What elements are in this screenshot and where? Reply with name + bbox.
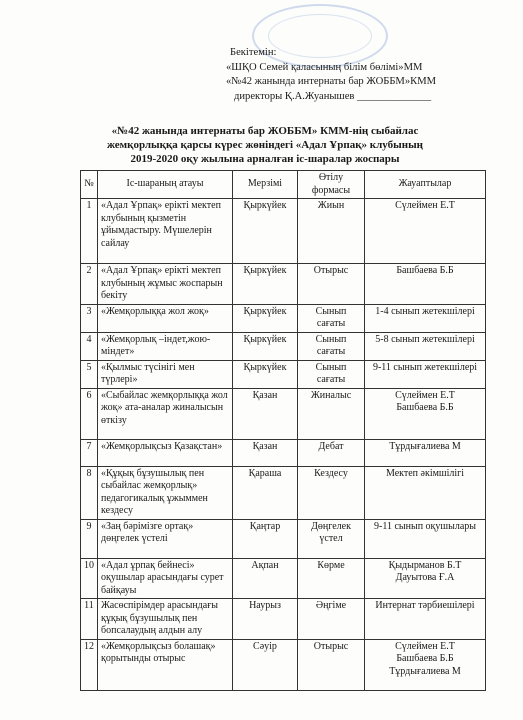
table-row	[81, 199, 486, 264]
row-number: 8	[81, 466, 98, 519]
event-date: Қыркүйек	[233, 332, 298, 360]
event-form: Дөңгелек үстел	[298, 519, 365, 558]
event-date: Қазан	[233, 388, 298, 439]
table-row	[81, 599, 486, 640]
responsible-person: Сүлеймен Е.Т	[395, 389, 455, 401]
row-number: 3	[81, 304, 98, 332]
row-number: 6	[81, 388, 98, 439]
event-responsible: 5-8 сынып жетекшілері	[365, 332, 486, 360]
event-name: «Адал ұрпақ бейнесі» оқушылар арасындағы сурет байқауы	[98, 558, 233, 599]
event-responsible	[365, 558, 486, 599]
row-number: 10	[81, 558, 98, 599]
event-responsible: 9-11 сынып оқушылары	[365, 519, 486, 558]
event-name: «Адал Ұрпақ» ерікті мектеп клубының қызметін ұйымдастыру. Мүшелерін сайлау	[98, 199, 233, 264]
row-number: 2	[81, 264, 98, 305]
event-name: «Жемқорлық –індет,жою-міндет»	[98, 332, 233, 360]
table-row	[81, 466, 486, 519]
event-form: Отырыс	[298, 264, 365, 305]
event-responsible: Интернат тәрбиешілері	[365, 599, 486, 640]
event-name: Жасөспірімдер арасындағы құқық бұзушылық пен бопсалаудың алдын алу	[98, 599, 233, 640]
events-table	[80, 170, 486, 691]
table-header-row	[81, 171, 486, 199]
table-row	[81, 519, 486, 558]
event-date: Қыркүйек	[233, 360, 298, 388]
responsible-person: Сүлеймен Е.Т	[395, 640, 455, 652]
event-form: Жиын	[298, 199, 365, 264]
approval-school: «№42 жанында интернаты бар ЖОББМ»КММ	[226, 76, 437, 87]
table-row	[81, 639, 486, 690]
header-date: Мерзімі	[233, 171, 298, 199]
responsible-person: Башбаева Б.Б	[396, 653, 454, 664]
table-row	[81, 304, 486, 332]
row-number: 9	[81, 519, 98, 558]
event-name: «Заң бәрімізге ортақ» дөңгелек үстелі	[98, 519, 233, 558]
responsible-person: Тұрдығалиева М	[389, 665, 461, 677]
event-date: Наурыз	[233, 599, 298, 640]
table-row	[81, 388, 486, 439]
approval-heading: Бекітемін:	[230, 47, 277, 58]
event-date: Ақпан	[233, 558, 298, 599]
row-number: 5	[81, 360, 98, 388]
event-name: «Жемқорлыққа жол жоқ»	[98, 304, 233, 332]
approval-director: директоры Қ.А.Жуанышев ______________	[234, 90, 432, 102]
event-form: Сынып сағаты	[298, 360, 365, 388]
document-title	[40, 124, 490, 166]
table-row	[81, 264, 486, 305]
event-form: Жиналыс	[298, 388, 365, 439]
event-name: «Құқық бұзушылық пен сыбайлас жемқорлық» педагогикалық ұжыммен кездесу	[98, 466, 233, 519]
event-responsible	[365, 388, 486, 439]
header-responsible: Жауаптылар	[365, 171, 486, 199]
event-date: Қыркүйек	[233, 304, 298, 332]
title-line-2: жемқорлыққа қарсы күрес жөніндегі «Адал Ұрпақ» клубының	[106, 139, 424, 151]
event-name: «Жемқорлықсыз болашақ» қорытынды отырыс	[98, 639, 233, 690]
table-row	[81, 360, 486, 388]
responsible-person: Дауытова Ғ.А	[395, 572, 455, 583]
event-form: Отырыс	[298, 639, 365, 690]
event-date: Қыркүйек	[233, 264, 298, 305]
event-form: Кездесу	[298, 466, 365, 519]
event-responsible: Башбаева Б.Б	[365, 264, 486, 305]
event-name: «Сыбайлас жемқорлыққа жол жоқ» ата-аналар жиналысын өткізу	[98, 388, 233, 439]
responsible-person: Қыдырманов Б.Т	[388, 559, 462, 571]
event-form: Сынып сағаты	[298, 332, 365, 360]
approval-block	[226, 46, 496, 104]
row-number: 7	[81, 439, 98, 466]
table-row	[81, 558, 486, 599]
event-name: «Жемқорлықсыз Қазақстан»	[98, 439, 233, 466]
event-form: Әңгіме	[298, 599, 365, 640]
row-number: 11	[81, 599, 98, 640]
event-form: Сынып сағаты	[298, 304, 365, 332]
event-responsible: Мектеп әкімшілігі	[365, 466, 486, 519]
row-number: 12	[81, 639, 98, 690]
table-row	[81, 332, 486, 360]
row-number: 1	[81, 199, 98, 264]
row-number: 4	[81, 332, 98, 360]
event-date: Қазан	[233, 439, 298, 466]
header-form: Өтілу формасы	[298, 171, 365, 199]
event-name: «Адал Ұрпақ» ерікті мектеп клубының жұмыс жоспарын бекіту	[98, 264, 233, 305]
approval-department: «ШҚО Семей қаласының білім бөлімі»ММ	[226, 61, 423, 73]
event-form: Дебат	[298, 439, 365, 466]
table-row	[81, 439, 486, 466]
event-responsible: Сүлеймен Е.Т	[365, 199, 486, 264]
responsible-person: Башбаева Б.Б	[396, 402, 454, 413]
event-responsible	[365, 639, 486, 690]
event-responsible: 1-4 сынып жетекшілері	[365, 304, 486, 332]
event-date: Қыркүйек	[233, 199, 298, 264]
event-responsible: 9-11 сынып жетекшілері	[365, 360, 486, 388]
title-line-1: «№42 жанында интернаты бар ЖОББМ» КММ-нің сыбайлас	[111, 125, 419, 137]
title-line-3: 2019-2020 оқу жылына арналған іс-шаралар жоспары	[130, 153, 400, 165]
event-date: Сәуір	[233, 639, 298, 690]
event-responsible: Тұрдығалиева М	[365, 439, 486, 466]
event-date: Қараша	[233, 466, 298, 519]
header-event-name: Іс-шараның атауы	[98, 171, 233, 199]
event-name: «Қылмыс түсінігі мен түрлері»	[98, 360, 233, 388]
event-form: Көрме	[298, 558, 365, 599]
event-date: Қаңтар	[233, 519, 298, 558]
header-number: №	[81, 171, 98, 199]
